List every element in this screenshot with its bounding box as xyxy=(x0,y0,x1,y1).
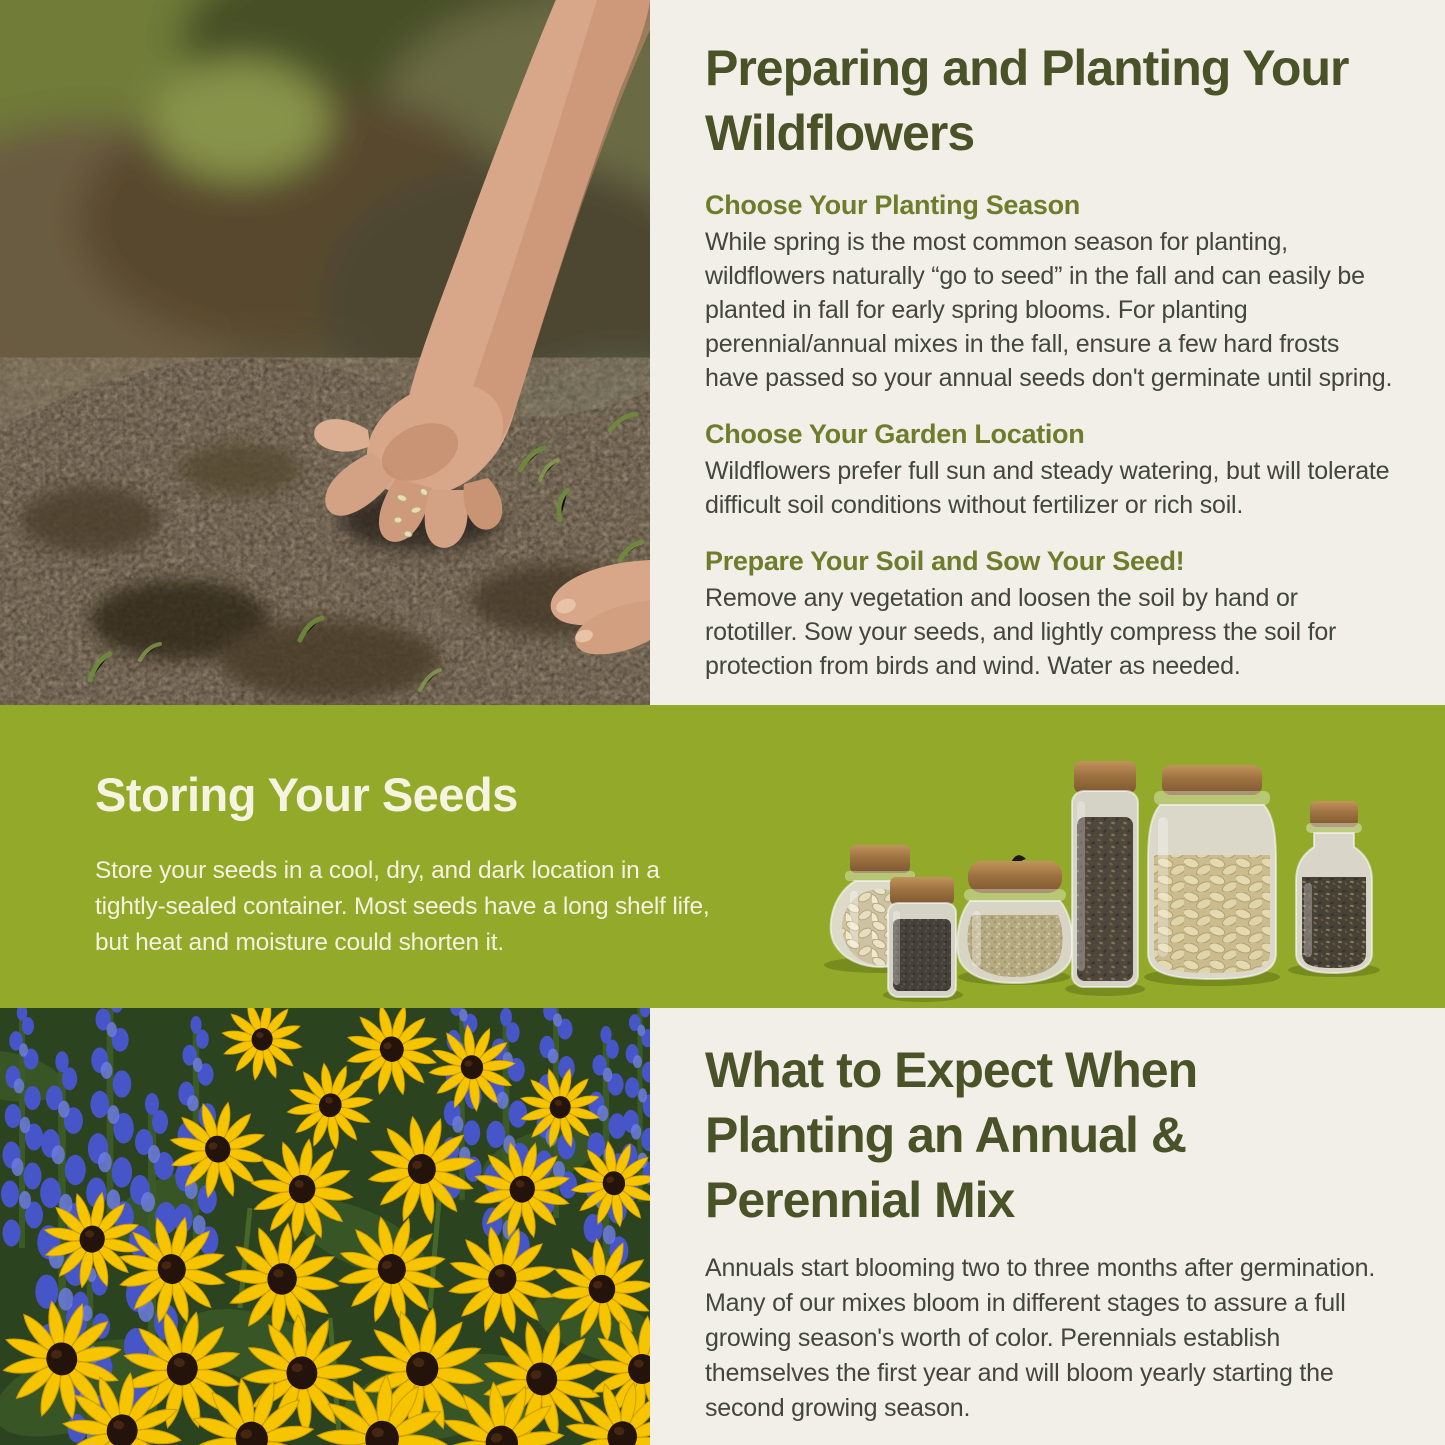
section-heading-garden-location: Choose Your Garden Location xyxy=(705,419,1085,449)
section-heading-planting-season: Choose Your Planting Season xyxy=(705,190,1080,220)
seed-jars-illustration xyxy=(820,705,1445,1008)
section-body-prepare-soil: Remove any vegetation and loosen the soil by hand or rototiller. Sow your seeds, and lightly compress the soil for protection from birds and wind. Water as needed. xyxy=(705,584,1337,680)
preparing-planting-panel xyxy=(650,0,1445,705)
jar-tan-seeds xyxy=(957,855,1073,983)
sowing-seeds-photo xyxy=(0,0,650,705)
wildflowers-illustration xyxy=(0,1008,650,1445)
section-body-garden-location: Wildflowers prefer full sun and steady watering, but will tolerate difficult soil conditions without fertilizer or rich soil. xyxy=(705,457,1390,519)
jar-black-seeds xyxy=(888,877,956,997)
storing-seeds-text-block xyxy=(95,767,735,961)
section-body-planting-season: While spring is the most common season for planting, wildflowers naturally “go to seed” in the fall and can easily be planted in fall for early spring blooms. For planting perennial/annual mixes in the fall, ensure a few hard frosts have passed so your annual seeds don't germinate until spring. xyxy=(705,228,1393,392)
jar-tall-dark-seeds xyxy=(1072,761,1138,987)
page-title-top: Preparing and Planting Your Wildflowers xyxy=(705,40,1349,161)
page-title-bottom: What to Expect When Planting an Annual & Perennial Mix xyxy=(705,1042,1198,1228)
band-title: Storing Your Seeds xyxy=(95,768,518,821)
sowing-seeds-illustration xyxy=(0,0,650,705)
jar-pumpkin-seeds xyxy=(1148,765,1276,979)
storing-seeds-band xyxy=(0,705,1445,1008)
jar-mixed-seeds xyxy=(1296,801,1372,973)
band-body: Store your seeds in a cool, dry, and dark location in a tightly-sealed container. Most seeds have a long shelf life, but heat and moisture could shorten it. xyxy=(95,857,710,956)
wildflowers-photo xyxy=(0,1008,650,1445)
what-to-expect-body: Annuals start blooming two to three months after germination. Many of our mixes bloom in different stages to assure a full growing season's worth of color. Perennials establish themselves the first year and will bloom yearly starting the second growing season. xyxy=(705,1254,1376,1422)
seed-jars-photo xyxy=(820,705,1445,1008)
section-heading-prepare-soil: Prepare Your Soil and Sow Your Seed! xyxy=(705,546,1185,576)
what-to-expect-panel xyxy=(650,1008,1445,1445)
